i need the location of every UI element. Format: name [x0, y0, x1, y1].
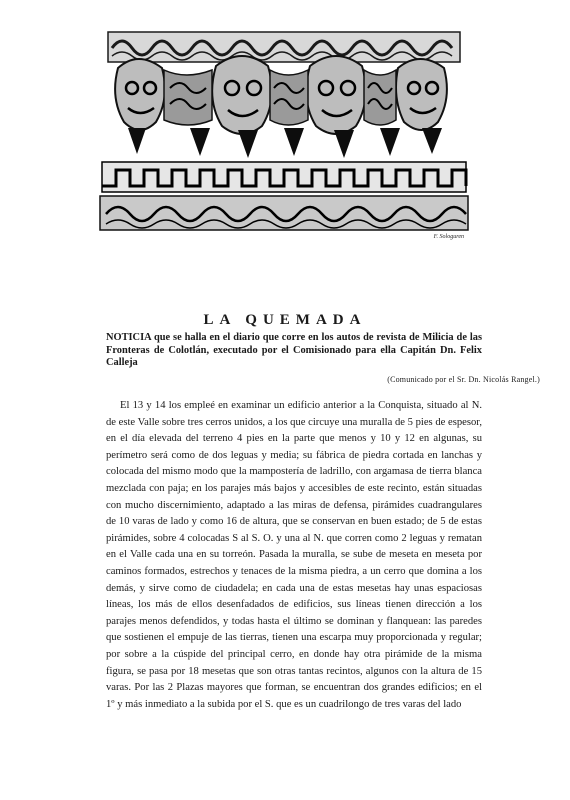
article-title: LA QUEMADA: [203, 312, 367, 328]
article-subtitle: NOTICIA que se halla en el diario que corre en los autos de revista de Milicia de las Fronteras de Colotlán, executado por el Comisionado para ella Capitán Dn. Felix Calleja: [106, 332, 482, 368]
frieze-illustration: [98, 28, 470, 240]
article-credit: (Comunicado por el Sr. Dn. Nicolás Rangel.): [387, 375, 540, 384]
frieze-signature: F. Sologuren: [433, 234, 464, 240]
frieze-top-band: [108, 32, 460, 62]
article-body: El 13 y 14 los empleé en examinar un edificio anterior a la Conquista, situado al N. de este Valle sobre tres cerros unidos, a los que circuye una muralla de 5 pies de espesor, en el día elevada del terreno 4 pies en la parte que menos y 10 y 12 en algunas, su perímetro será como de dos leguas y media; su fábrica de piedra cortada en lanchas y colocada del mismo modo que la mampostería de ladrillo, con argamasa de tierra blanca mezclada con paja; en los parajes más bajos y accesibles de este recinto, están situadas con mucho discernimiento, adaptado a las miras de defensa, pirámides cuadrangulares de 10 varas de lado y como 16 de altura, que se conservan en buen estado; de 5 de estas pirámides, sobre 4 colocadas S al S. O. y una al N. que corren como 2 leguas y rematan en el Valle cada una en su torreón. Pasada la muralla, se sube de meseta en meseta por caminos formados, estrechos y tenaces de la misma piedra, a un cerro que domina a los demás, y sirve como de ciudadela; en cada una de estas mesetas hay unas espaciosas líneas, los más de ellos desenfadados de edificios, sus líneas tienen dirección a los parajes menos defendidos, y todas hasta el último se dominan y flanquean: las paredes que sostienen el empuje de las tierras, tienen una escarpa muy proporcionada y regular; por sobre a la cúspide del principal cerro, en donde hay otra pirámide de la misma figura, se pasa por 18 mesetas que son otras tantas recintos, algunos con la altura de 15 varas. Por las 2 Plazas mayores que forman, se encuentran dos grandes edificios; en el 1º y más inmediato a la subida por el S. que es un cuadrilongo de tres varas del lado: [106, 400, 482, 710]
frieze-teeth: [128, 128, 442, 158]
frieze-step-fret: [102, 162, 466, 192]
